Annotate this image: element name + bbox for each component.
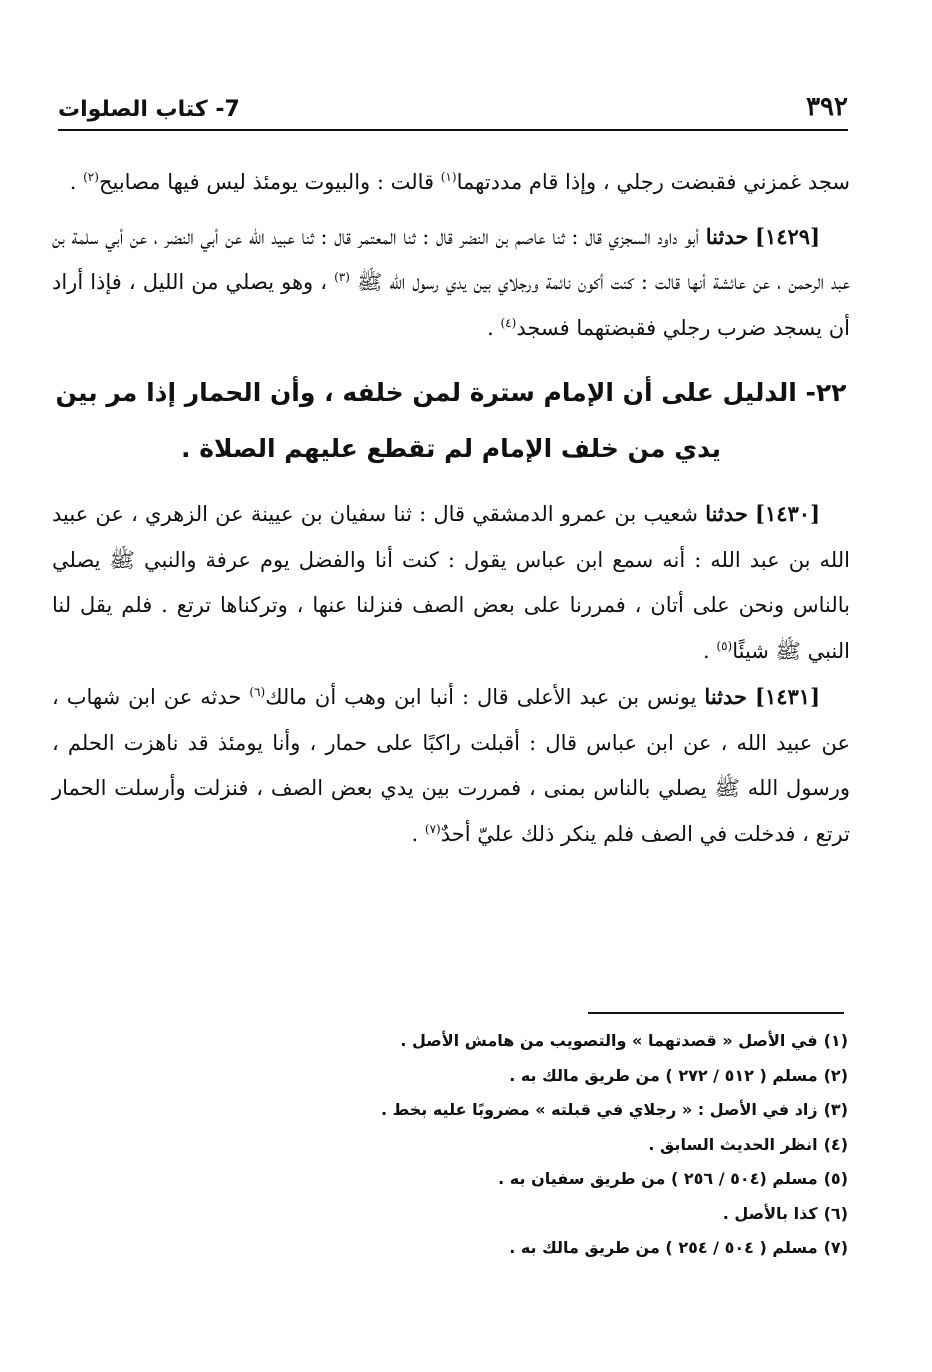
section-heading: ٢٢- الدليل على أن الإمام سترة لمن خلفه ، وأن الحمار إذا مر بين يدي من خلف الإمام لم تقطع عليهم الصلاة . — [55, 378, 847, 463]
footnote-3: (٣)زاد في الأصل : « رجلاي في قبلته » مضروبًا عليه بخط . — [380, 1100, 848, 1119]
running-title: 7- كتاب الصلوات — [58, 97, 240, 122]
footnote-rule — [588, 1012, 844, 1014]
footnote-ref[interactable]: (٥) — [716, 638, 733, 653]
footnote-ref[interactable]: (٦) — [249, 685, 266, 699]
hadith-1429: [١٤٢٩] حدثنا أبو داود السجزي قال : ثنا عاصم بن النضر قال : ثنا المعتمر قال : ثنا عبيد الله عن أبي النضر ، عن أبي سلمة بن عبد الرحمن ، عن عائشة أنها قالت : كنت أكون نائمة ورجلاي بين يدي رسول الله ﷺ $^{(٣)}$ ، وهو يصلي من الليل ، فإذا أراد أن يسجد ضرب رجلي فقبضتهما فسجد$^{(٤)}$ . — [52, 223, 850, 340]
hadith-number: [١٤٣١] — [755, 684, 820, 709]
hadith-label: حدثنا — [704, 684, 748, 709]
hadith-number: [١٤٢٩] — [755, 223, 820, 249]
hadith-1431: [١٤٣١] حدثنا يونس بن عبد الأعلى قال : أنبا ابن وهب أن مالك$^{(٦)}$ حدثه عن ابن شهاب ، عن عبيد الله ، عن ابن عباس قال : أقبلت راكبًا على حمار ، وأنا يومئذ قد ناهزت الحلم ، ورسول الله ﷺ يصلي بالناس بمنى ، فمررت بين يدي بعض الصف ، فنزلت وأرسلت الحمار ترتع ، فدخلت في الصف فلم ينكر ذلك عليّ أحدٌ$^{(٧)}$ . — [52, 684, 850, 846]
footnotes — [60, 1024, 848, 1266]
footnote-ref[interactable]: (٤) — [500, 315, 517, 330]
footnote-4: (٤)انظر الحديث السابق . — [648, 1134, 848, 1154]
footnote-ref[interactable]: (١) — [440, 170, 457, 184]
paragraph-continuation: سجد غمزني فقبضت رجلي ، وإذا قام مددتهما$^{(١)}$ قالت : والبيوت يومئذ ليس فيها مصابيح$^{(٢)}$ . — [69, 170, 850, 194]
page-header — [58, 82, 848, 122]
footnote-1: (١)في الأصل « قصدتهما » والتصويب من هامش الأصل . — [400, 1031, 848, 1050]
footnote-5: (٥)مسلم (٥٠٤ / ٢٥٦ ) من طريق سفيان به . — [498, 1169, 848, 1188]
header-rule — [58, 129, 848, 131]
footnote-ref[interactable]: (٧) — [424, 821, 441, 836]
hadith-1430: [١٤٣٠] حدثنا شعيب بن عمرو الدمشقي قال : ثنا سفيان بن عيينة عن الزهري ، عن عبيد الله بن عبد الله : أنه سمع ابن عباس يقول : كنت أنا والفضل يوم عرفة والنبي ﷺ يصلي بالناس ونحن على أتان ، فمررنا على بعض الصف فنزلنا عنها ، وتركناها ترتع . فلم يقل لنا النبي ﷺ شيئًا$^{(٥)}$ . — [52, 501, 850, 663]
footnote-2: (٢)مسلم ( ٥١٢ / ٢٧٢ ) من طريق مالك به . — [509, 1065, 848, 1085]
hadith-number: [١٤٣٠] — [755, 501, 820, 526]
hadith-label: حدثنا — [705, 223, 749, 249]
footnote-ref[interactable]: (٣) — [334, 270, 350, 284]
page-number: ٣٩٢ — [806, 92, 848, 122]
footnote-7: (٧)مسلم ( ٥٠٤ / ٢٥٤ ) من طريق مالك به . — [509, 1238, 848, 1257]
main-text — [52, 160, 850, 857]
footnote-ref[interactable]: (٢) — [83, 170, 99, 184]
footnote-6: (٦)كذا بالأصل . — [722, 1203, 848, 1223]
hadith-label: حدثنا — [705, 501, 748, 526]
